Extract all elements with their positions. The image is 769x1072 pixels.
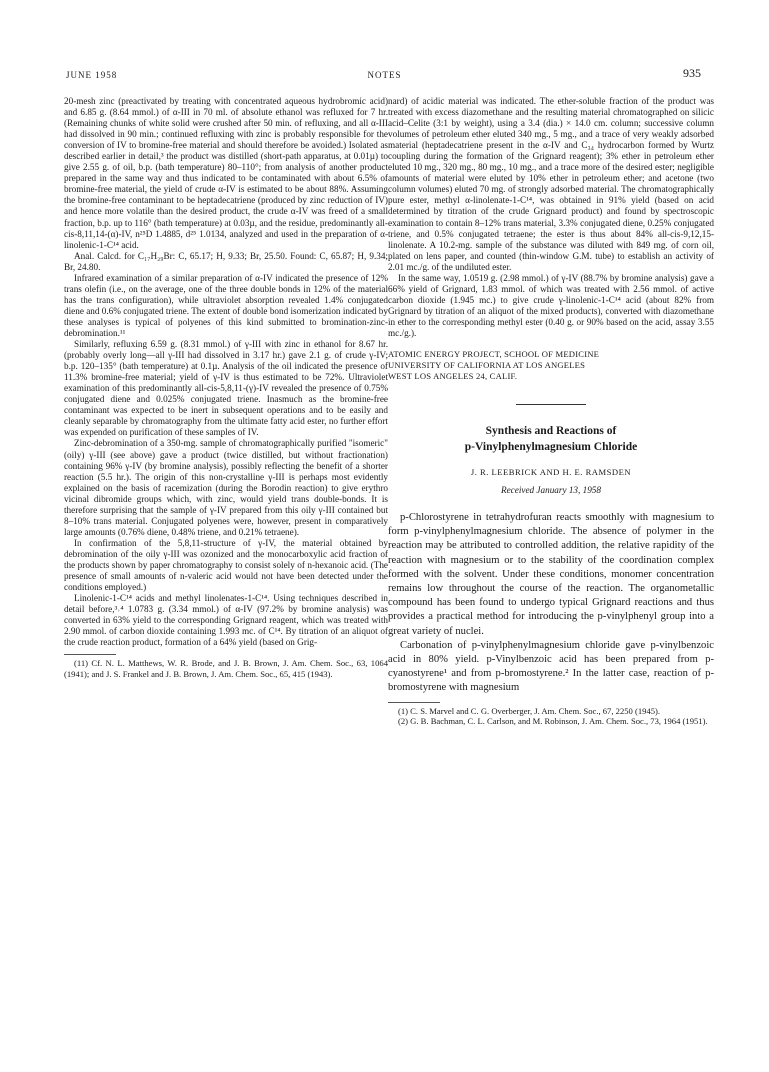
paragraph: Carbonation of p-vinylphenylmagnesium chloride gave p-vinylbenzoic acid in 80% yield. p-Vinylbenzoic acid has been prepared from p-cyanostyrene¹ and from p-bromostyrene.² In the latter case, reaction of p-bromostyrene with magnesium	[388, 639, 714, 694]
paragraph: In the same way, 1.0519 g. (2.98 mmol.) of γ-IV (88.7% by bromine analysis) gave a 66% yield of Grignard, 1.83 mmol. of which was treated with 2.56 mmol. of active carbon dioxide (1.945 mc.) to give crude γ-linolenic-1-C¹⁴ acid (about 82% from Grignard by titration of an aliquot of the mixed products), converted with diazomethane in ether to the corresponding methyl ester (0.40 g. or 90% based on the acid, assay 3.55 mc./g.).	[388, 272, 714, 338]
page-number: 935	[683, 66, 701, 80]
article-body	[388, 511, 714, 696]
article-title-line: Synthesis and Reactions of	[485, 425, 617, 438]
affiliation-line: ATOMIC ENERGY PROJECT, SCHOOL OF MEDICINE	[388, 349, 600, 360]
running-header-date: JUNE 1958	[66, 70, 118, 80]
paragraph: Similarly, refluxing 6.59 g. (8.31 mmol.) of γ-III with zinc in ethanol for 8.67 hr. (probably overly long—all γ-III had dissolved in 3.17 hr.) gave 2.1 g. of crude γ-IV; b.p. 120–135° (bath temperature) at 0.1µ. Analysis of the oil indicated the presence of 11.3% bromine-free material; yield of γ-IV is thus estimated to be 72%. Ultraviolet examination of this predominantly all-cis-5,8,11-(γ)-IV revealed the presence of 0.75% conjugated diene and 0.025% conjugated triene. Inasmuch as the bromine-free contaminant was expected to be inert in subsequent operations and to be easily and cleanly separable by chromatography from the ultimate fatty acid ester, no further effort was expended on purification of these samples of IV.	[64, 339, 388, 438]
paragraph: Linolenic-1-C¹⁴ acids and methyl linolenates-1-C¹⁴. Using techniques described in detail before,³˒⁴ 1.0783 g. (3.34 mmol.) of α-IV (97.2% by bromine analysis) was converted in 63% yield to the corresponding Grignard reagent, which was treated with 2.90 mmol. of carbon dioxide containing 1.993 mc. of C¹⁴. By titration of an aliquot of the crude reaction product, formation of a 64% yield (based on Grig-	[64, 593, 388, 648]
paragraph: p-Chlorostyrene in tetrahydrofuran reacts smoothly with magnesium to form p-vinylphenylmagnesium chloride. The absence of polymer in the reaction may be attributed to controlled addition, the relative rapidity of the reaction with magnesium or to the stability of the coordination complex formed with the solvent. Under these conditions, monomer concentration remains low throughout the course of the reaction. The organometallic compound has been found to undergo typical Grignard reactions and thus provides a practical method for introducing the p-vinylphenyl group into a great variety of nuclei.	[388, 512, 714, 637]
author-affiliation	[388, 349, 714, 382]
footnotes-left	[64, 658, 388, 679]
paragraph: In confirmation of the 5,8,11-structure of γ-IV, the material obtained by debromination of the oily γ-III was ozonized and the monocarboxylic acid fraction of the products shown by paper chromatography to consist solely of n-hexanoic acid. (The presence of small amounts of n-valeric acid would not have been detected under the conditions employed.)	[64, 537, 388, 593]
footnote: (2) G. B. Bachman, C. L. Carlson, and M. Robinson, J. Am. Chem. Soc., 73, 1964 (1951).	[398, 716, 708, 727]
paragraph-analysis: Anal. Calcd. for C₁₇H₂₉Br: C, 65.17; H, 9.33; Br, 25.50. Found: C, 65.87; H, 9.34; Br, 24.80.	[64, 250, 388, 272]
footnote: (1) C. S. Marvel and C. G. Overberger, J. Am. Chem. Soc., 67, 2250 (1945).	[398, 705, 661, 716]
footnotes-right	[388, 706, 714, 727]
affiliation-line: UNIVERSITY OF CALIFORNIA AT LOS ANGELES	[388, 360, 586, 371]
paragraph: Zinc-debromination of a 350-mg. sample of chromatographically purified "isomeric" (oily) γ-III (see above) gave a product (twice distilled, but without fractionation) containing 96% γ-IV (by bromine analysis), possibly reflecting the benefit of a shorter reaction (5.5 hr.). The origin of this non-crystalline γ-III is perhaps most evidently explained on the basis of racemization (during the Borodin reaction) to give erythro vicinal dibromide groups which, with zinc, would yield trans double-bonds. It is therefore surprising that the sample of γ-IV prepared from this oily γ-III contained but 8–10% trans material. Conjugated polyenes were, however, present in comparatively large amounts (0.76% diene, 0.48% triene, and 0.21% tetraene).	[64, 438, 388, 537]
left-column-text	[64, 96, 388, 648]
running-header-section: NOTES	[367, 70, 402, 80]
paragraph: Infrared examination of a similar preparation of α-IV indicated the presence of 12% trans olefin (i.e., on the average, one of the three double bonds in 12% of the material has the trans configuration), while ultraviolet absorption revealed 1.4% conjugated diene and 0.6% conjugated triene. The extent of double bond isomerization indicated by these analyses is typical of polyenes of this kind submitted to bromination-zinc-debromination.¹¹	[64, 272, 388, 338]
left-column	[64, 96, 388, 680]
footnote-divider	[64, 654, 116, 655]
paragraph: 20-mesh zinc (preactivated by treating with concentrated aqueous hydrobromic acid) and 6.85 g. (8.64 mmol.) of α-III in 70 ml. of absolute ethanol was refluxed for 7 hr. (Remaining chunks of white solid were crushed after 50 min. of refluxing, and all α-III had dissolved in 90 min.; continued refluxing with zinc is probably responsible for the conversion of IV to bromine-free material and should therefore be avoided.) Isolated as described earlier in detail,³ the product was distilled (short-path apparatus, at 0.01µ) to give 2.55 g. of oil, b.p. (bath temperature) 80–110°; from analysis of another product prepared in the same way and thus indicated to be contaminated with about 6.5% of bromine-free material, the yield of crude α-IV is estimated to be about 88%. Assuming the bromine-free contaminant to be heptadecatriene (produced by zinc reduction of IV) and hence more volatile than the desired product, the crude α-IV was freed of a small fraction, b.p. up to 116° (bath temperature) at 0.03µ, and the residue, predominantly all-cis-8,11,14-(α)-IV, n²⁵D 1.4885, d²⁵ 1.0134, analyzed and used in the preparation of α-linolenic-1-C¹⁴ acid.	[64, 96, 388, 250]
article-authors: J. R. LEEBRICK AND H. E. RAMSDEN	[470, 467, 632, 478]
article-title	[388, 423, 714, 455]
received-date: Received January 13, 1958	[500, 485, 601, 496]
footnote: (11) Cf. N. L. Matthews, W. R. Brode, and J. B. Brown, J. Am. Chem. Soc., 63, 1064 (1941); and J. S. Frankel and J. B. Brown, J. Am. Chem. Soc., 65, 415 (1943).	[64, 658, 388, 679]
right-column	[388, 96, 714, 727]
affiliation-line: WEST LOS ANGELES 24, CALIF.	[388, 371, 518, 382]
article-title-line: p-Vinylphenylmagnesium Chloride	[464, 441, 638, 454]
article-separator	[516, 404, 586, 405]
paragraph: nard) of acidic material was indicated. The ether-soluble fraction of the product was treated with excess diazomethane and the resulting material chromatographed on silicic acid–Celite (3:1 by weight), using a 3.4 (dia.) × 14.0 cm. column; successive column volumes of petroleum ether eluted 340 mg., 5 mg., and a trace of very weakly adsorbed material (heptadecatriene present in the α-IV and C₃₄ hydrocarbon formed by Wurtz coupling during the formation of the Grignard reagent); 3% ether in petroleum ether eluted 10 mg., 320 mg., 80 mg., 10 mg., and a trace more of the desired ester; negligible amounts of material were eluted by 10% ether in petroleum ether; and acetone (two column volumes) eluted 70 mg. of strongly adsorbed material. The chromatographically pure ester, methyl α-linolenate-1-C¹⁴, was obtained in 91% yield (based on acid determined by titration of the crude Grignard product) and found by spectroscopic examination to contain 8–12% trans material, 3.3% conjugated diene, 0.25% conjugated triene, and 0.5% conjugated tetraene; the ester is thus about 84% all-cis-9,12,15-linolenate. A 10.2-mg. sample of the substance was diluted with 849 mg. of corn oil, plated on lens paper, and counted (thin-window G.M. tube) to establish an activity of 2.01 mc./g. of the undiluted ester.	[388, 96, 714, 272]
right-column-text	[388, 96, 714, 339]
footnote-divider	[388, 702, 440, 703]
